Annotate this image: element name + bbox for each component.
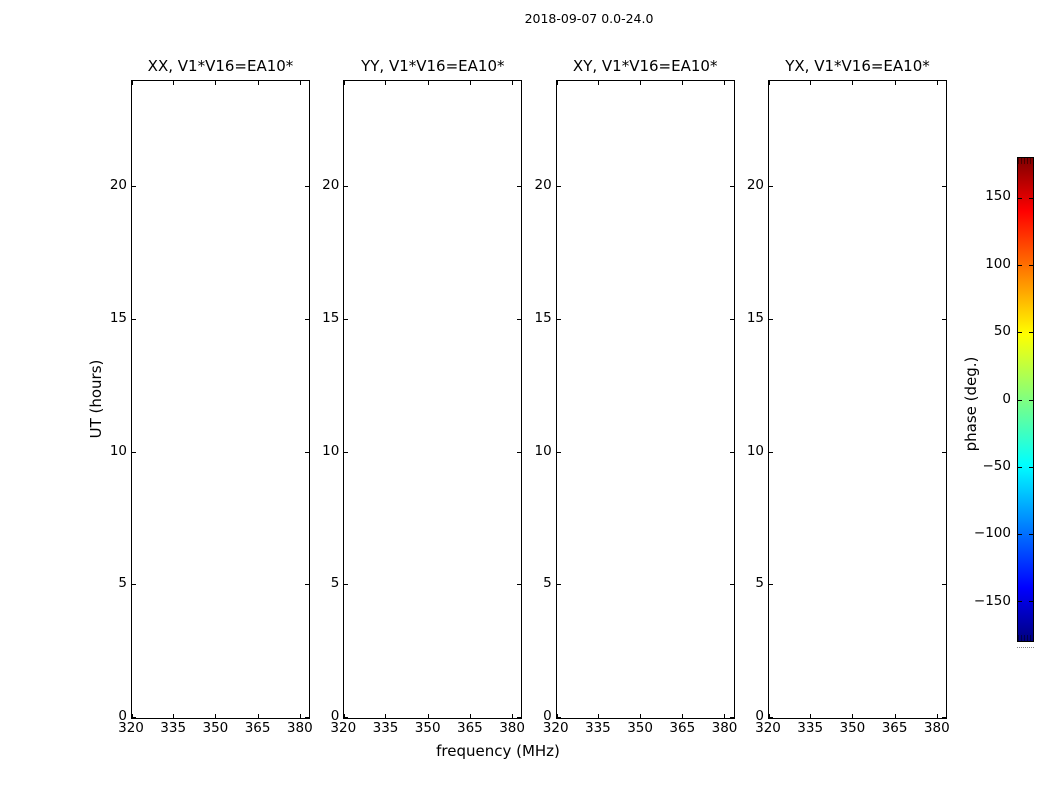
y-tick-left: [557, 319, 561, 320]
x-tick-label: 365: [244, 720, 271, 736]
x-tick-label: 380: [499, 720, 525, 736]
y-tick-left: [132, 584, 136, 585]
colorbar-hatch-top: [1018, 158, 1033, 164]
x-tick-label: 350: [202, 720, 229, 736]
y-tick-label: 10: [534, 442, 552, 459]
x-tick-bottom: [173, 714, 174, 718]
colorbar-tick-left: [1018, 198, 1022, 199]
x-tick-bottom: [810, 714, 811, 718]
y-tick-right: [942, 584, 946, 585]
y-tick-label: 10: [322, 442, 340, 459]
colorbar-tick-right: [1029, 332, 1033, 333]
colorbar-tick-right: [1029, 198, 1033, 199]
x-tick-label: 350: [414, 720, 441, 736]
colorbar-tick-label: 100: [985, 255, 1011, 272]
x-tick-bottom: [258, 714, 259, 718]
y-tick-label: 10: [746, 442, 764, 459]
y-tick-label: 0: [118, 708, 127, 724]
colorbar-extend-dots: [1017, 647, 1034, 648]
x-tick-top: [724, 81, 725, 85]
x-tick-bottom: [385, 714, 386, 718]
x-tick-label: 365: [881, 720, 908, 736]
y-tick-label: 10: [109, 442, 127, 459]
y-tick-label: 15: [322, 309, 340, 326]
x-tick-top: [598, 81, 599, 85]
colorbar-tick-left: [1018, 400, 1022, 401]
x-tick-label: 320: [118, 720, 144, 736]
x-tick-label: 380: [923, 720, 950, 736]
x-tick-label: 335: [160, 720, 187, 736]
subplot-yy-axes: [343, 80, 522, 719]
y-tick-left: [132, 717, 136, 718]
y-tick-left: [557, 584, 561, 585]
y-tick-left: [769, 452, 773, 453]
y-tick-left: [769, 319, 773, 320]
x-tick-top: [258, 81, 259, 85]
x-tick-label: 380: [286, 720, 313, 736]
colorbar-tick-left: [1018, 534, 1022, 535]
y-tick-right: [942, 452, 946, 453]
x-tick-top: [557, 81, 558, 85]
colorbar-tick-right: [1029, 400, 1033, 401]
y-tick-label: 5: [118, 575, 127, 592]
y-tick-left: [769, 717, 773, 718]
x-tick-top: [132, 81, 133, 85]
y-tick-left: [344, 186, 348, 187]
colorbar-tick-left: [1018, 265, 1022, 266]
x-tick-top: [769, 81, 770, 85]
x-tick-top: [428, 81, 429, 85]
y-tick-label: 15: [746, 309, 764, 326]
y-tick-left: [557, 717, 561, 718]
x-tick-bottom: [640, 714, 641, 718]
y-tick-left: [344, 319, 348, 320]
colorbar-tick-label: 50: [993, 323, 1011, 340]
y-tick-label: 5: [755, 575, 764, 592]
x-tick-bottom: [598, 714, 599, 718]
y-tick-label: 5: [543, 575, 552, 592]
colorbar-tick-label: 150: [985, 188, 1011, 205]
colorbar-tick-right: [1029, 467, 1033, 468]
y-tick-left: [132, 319, 136, 320]
subplot-xx-title: XX, V1*V16=EA10*: [147, 57, 294, 75]
colorbar-tick-label: −150: [973, 592, 1011, 609]
y-tick-left: [769, 584, 773, 585]
subplot-yx-axes: [768, 80, 947, 719]
y-tick-left: [132, 452, 136, 453]
y-tick-left: [344, 584, 348, 585]
subplot-xx-axes: [131, 80, 310, 719]
y-tick-left: [557, 452, 561, 453]
x-tick-top: [512, 81, 513, 85]
x-tick-top: [937, 81, 938, 85]
y-tick-label: 0: [755, 708, 764, 724]
y-axis-label: UT (hours): [87, 359, 105, 439]
colorbar-tick-left: [1018, 332, 1022, 333]
y-tick-label: 0: [543, 708, 552, 724]
x-tick-top: [215, 81, 216, 85]
y-tick-label: 15: [109, 309, 127, 326]
x-tick-top: [300, 81, 301, 85]
colorbar-tick-left: [1018, 467, 1022, 468]
x-tick-bottom: [895, 714, 896, 718]
colorbar-tick-right: [1029, 601, 1033, 602]
x-tick-label: 320: [542, 720, 569, 736]
x-tick-bottom: [852, 714, 853, 718]
x-tick-label: 380: [711, 720, 738, 736]
y-tick-label: 20: [322, 177, 340, 194]
colorbar-tick-left: [1018, 601, 1022, 602]
x-tick-top: [640, 81, 641, 85]
figure-title: 2018-09-07 0.0-24.0: [524, 11, 654, 26]
y-tick-label: 20: [534, 177, 552, 194]
x-tick-label: 350: [627, 720, 653, 736]
y-tick-right: [942, 186, 946, 187]
x-tick-top: [895, 81, 896, 85]
x-tick-bottom: [215, 714, 216, 718]
x-tick-top: [852, 81, 853, 85]
y-tick-right: [942, 319, 946, 320]
y-tick-label: 20: [746, 177, 764, 194]
x-tick-label: 320: [330, 720, 357, 736]
colorbar-label: phase (deg.): [962, 356, 980, 452]
x-tick-label: 335: [585, 720, 611, 736]
y-tick-left: [132, 186, 136, 187]
y-tick-label: 20: [109, 177, 127, 194]
colorbar-hatch-bottom: [1018, 635, 1033, 641]
x-axis-label: frequency (MHz): [436, 742, 560, 760]
x-tick-bottom: [428, 714, 429, 718]
x-tick-label: 335: [372, 720, 399, 736]
x-tick-label: 365: [669, 720, 696, 736]
y-tick-left: [769, 186, 773, 187]
subplot-yx-title: YX, V1*V16=EA10*: [785, 57, 930, 75]
subplot-xy-axes: [556, 80, 735, 719]
x-tick-top: [810, 81, 811, 85]
x-tick-bottom: [937, 714, 938, 718]
y-tick-left: [344, 452, 348, 453]
x-tick-label: 350: [839, 720, 866, 736]
x-tick-bottom: [470, 714, 471, 718]
y-tick-left: [344, 717, 348, 718]
x-tick-label: 320: [755, 720, 781, 736]
y-tick-label: 15: [534, 309, 552, 326]
x-tick-top: [682, 81, 683, 85]
x-tick-label: 335: [797, 720, 824, 736]
y-tick-left: [557, 186, 561, 187]
x-tick-label: 365: [457, 720, 483, 736]
x-tick-bottom: [682, 714, 683, 718]
subplot-yy-title: YY, V1*V16=EA10*: [361, 57, 505, 75]
colorbar-tick-right: [1029, 534, 1033, 535]
y-tick-right: [942, 717, 946, 718]
colorbar-tick-right: [1029, 265, 1033, 266]
colorbar-tick-label: −50: [982, 457, 1011, 474]
x-tick-top: [173, 81, 174, 85]
colorbar-tick-label: 0: [1002, 390, 1011, 407]
colorbar-tick-label: −100: [973, 525, 1011, 542]
x-tick-top: [470, 81, 471, 85]
colorbar: [1017, 157, 1034, 642]
y-tick-label: 5: [330, 575, 340, 592]
y-tick-label: 0: [330, 708, 340, 724]
subplot-xy-title: XY, V1*V16=EA10*: [572, 57, 718, 75]
x-tick-top: [344, 81, 345, 85]
x-tick-top: [385, 81, 386, 85]
